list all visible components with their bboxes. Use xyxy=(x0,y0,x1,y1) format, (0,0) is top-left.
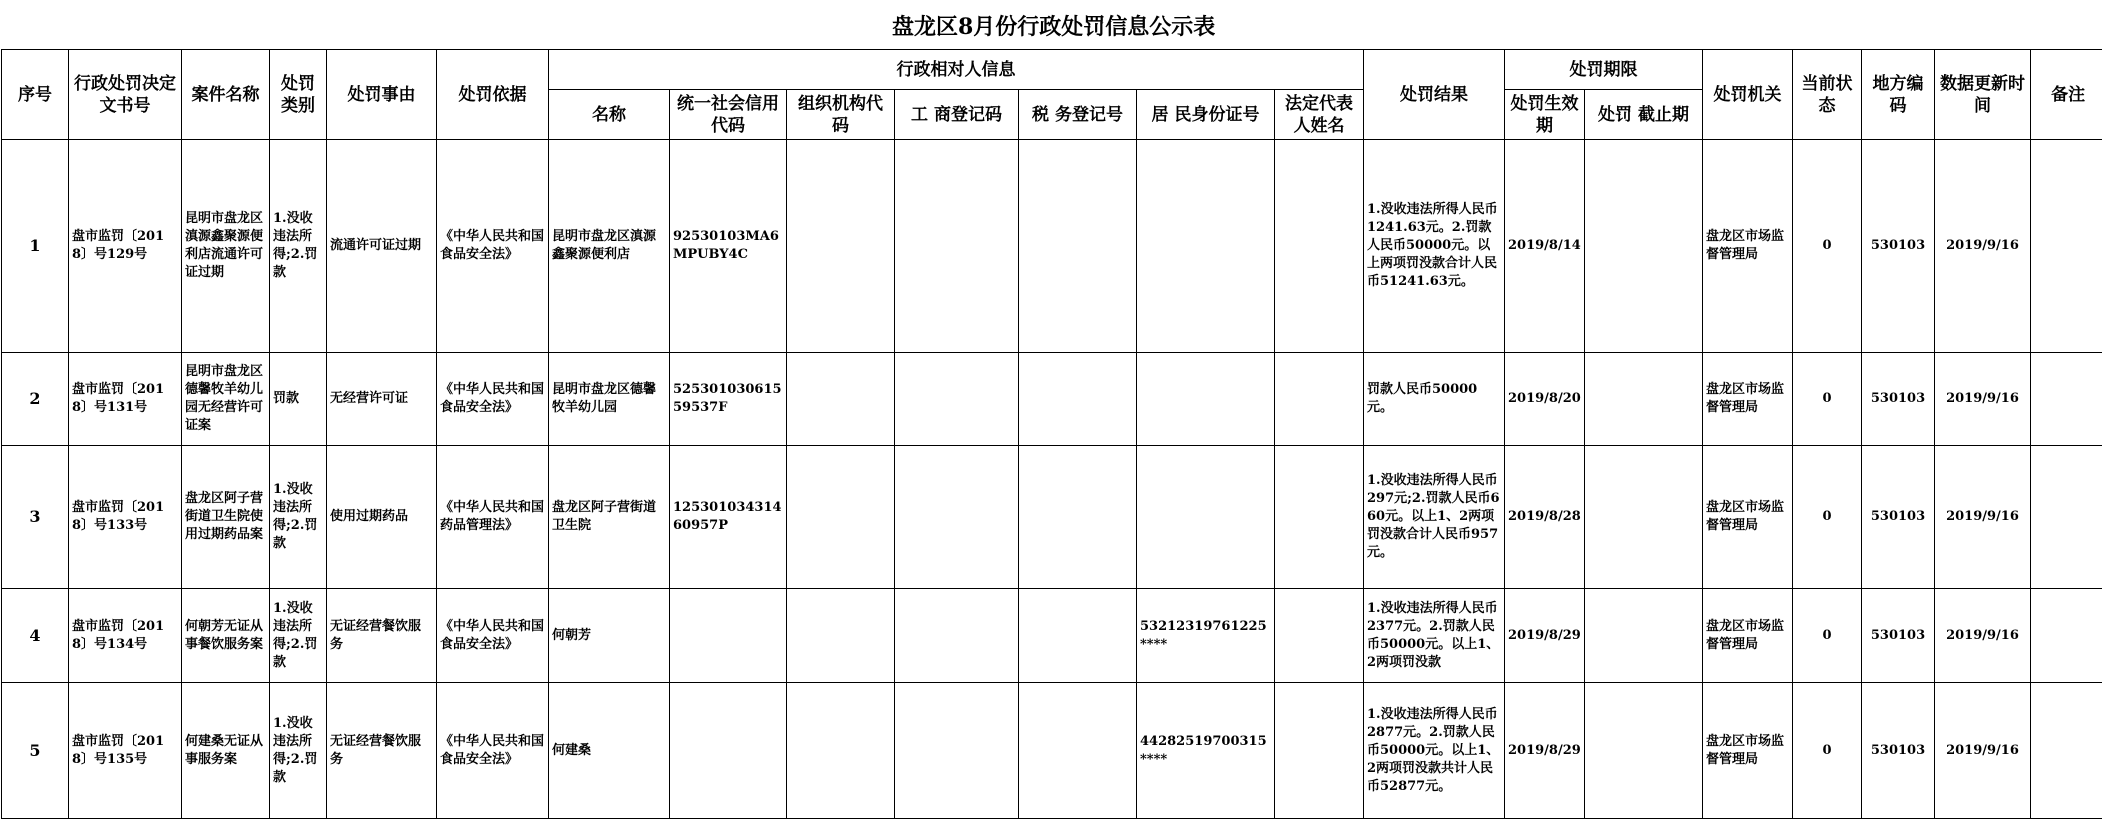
header-updated: 数据更新时间 xyxy=(1935,50,2031,140)
cell-reason: 流通许可证过期 xyxy=(327,140,437,353)
header-seq: 序号 xyxy=(2,50,69,140)
cell-region-code: 530103 xyxy=(1862,683,1935,819)
header-org-code: 组织机构代 码 xyxy=(787,90,895,140)
cell-status: 0 xyxy=(1793,589,1862,683)
cell-region-code: 530103 xyxy=(1862,353,1935,446)
cell-org-code xyxy=(787,140,895,353)
header-legal-rep: 法定代表人姓名 xyxy=(1275,90,1364,140)
cell-penalty-type: 1.没收违法所得;2.罚款 xyxy=(270,589,327,683)
cell-biz-reg xyxy=(895,683,1019,819)
header-reason: 处罚事由 xyxy=(327,50,437,140)
cell-party-name: 何朝芳 xyxy=(549,589,670,683)
cell-credit-code: 12530103431460957P xyxy=(670,446,787,589)
cell-org-code xyxy=(787,353,895,446)
header-effective: 处罚生效期 xyxy=(1505,90,1585,140)
cell-deadline xyxy=(1585,446,1703,589)
cell-authority: 盘龙区市场监督管理局 xyxy=(1703,446,1793,589)
header-case-name: 案件名称 xyxy=(182,50,270,140)
cell-status: 0 xyxy=(1793,683,1862,819)
cell-basis: 《中华人民共和国药品管理法》 xyxy=(437,446,549,589)
cell-legal-rep xyxy=(1275,589,1364,683)
cell-reason: 无证经营餐饮服务 xyxy=(327,589,437,683)
cell-reason: 使用过期药品 xyxy=(327,446,437,589)
cell-status: 0 xyxy=(1793,353,1862,446)
cell-org-code xyxy=(787,589,895,683)
header-authority: 处罚机关 xyxy=(1703,50,1793,140)
cell-status: 0 xyxy=(1793,446,1862,589)
header-period: 处罚期限 xyxy=(1505,50,1703,90)
header-deadline: 处罚 截止期 xyxy=(1585,90,1703,140)
cell-party-name: 昆明市盘龙区德馨牧羊幼儿园 xyxy=(549,353,670,446)
cell-deadline xyxy=(1585,353,1703,446)
cell-legal-rep xyxy=(1275,683,1364,819)
cell-basis: 《中华人民共和国食品安全法》 xyxy=(437,589,549,683)
penalty-table xyxy=(1,1,2102,819)
header-party-name: 名称 xyxy=(549,90,670,140)
cell-remark xyxy=(2031,446,2102,589)
cell-effective: 2019/8/20 xyxy=(1505,353,1585,446)
cell-legal-rep xyxy=(1275,140,1364,353)
cell-basis: 《中华人民共和国食品安全法》 xyxy=(437,140,549,353)
cell-result: 1.没收违法所得人民币1241.63元。2.罚款人民币50000元。以上两项罚没款合计人民币51241.63元。 xyxy=(1364,140,1505,353)
header-biz-reg: 工 商登记码 xyxy=(895,90,1019,140)
header-credit-code: 统一社会信用代码 xyxy=(670,90,787,140)
cell-decision-no: 盘市监罚〔2018〕号135号 xyxy=(69,683,182,819)
cell-basis: 《中华人民共和国食品安全法》 xyxy=(437,353,549,446)
cell-party-name: 盘龙区阿子营街道卫生院 xyxy=(549,446,670,589)
cell-effective: 2019/8/28 xyxy=(1505,446,1585,589)
header-region-code: 地方编码 xyxy=(1862,50,1935,140)
table-row xyxy=(2,353,2102,446)
cell-id-card: 44282519700315**** xyxy=(1137,683,1275,819)
cell-tax-reg xyxy=(1019,683,1137,819)
cell-decision-no: 盘市监罚〔2018〕号129号 xyxy=(69,140,182,353)
table-row xyxy=(2,446,2102,589)
cell-party-name: 何建桑 xyxy=(549,683,670,819)
cell-decision-no: 盘市监罚〔2018〕号134号 xyxy=(69,589,182,683)
cell-legal-rep xyxy=(1275,353,1364,446)
cell-authority: 盘龙区市场监督管理局 xyxy=(1703,140,1793,353)
cell-authority: 盘龙区市场监督管理局 xyxy=(1703,353,1793,446)
cell-seq: 2 xyxy=(2,353,69,446)
cell-remark xyxy=(2031,589,2102,683)
cell-legal-rep xyxy=(1275,446,1364,589)
cell-biz-reg xyxy=(895,140,1019,353)
cell-deadline xyxy=(1585,683,1703,819)
cell-reason: 无经营许可证 xyxy=(327,353,437,446)
cell-penalty-type: 1.没收违法所得;2.罚款 xyxy=(270,683,327,819)
table-row xyxy=(2,589,2102,683)
cell-penalty-type: 1.没收违法所得;2.罚款 xyxy=(270,446,327,589)
cell-penalty-type: 罚款 xyxy=(270,353,327,446)
cell-remark xyxy=(2031,353,2102,446)
cell-seq: 4 xyxy=(2,589,69,683)
cell-reason: 无证经营餐饮服务 xyxy=(327,683,437,819)
cell-deadline xyxy=(1585,589,1703,683)
cell-credit-code: 92530103MA6MPUBY4C xyxy=(670,140,787,353)
cell-org-code xyxy=(787,683,895,819)
cell-id-card xyxy=(1137,140,1275,353)
cell-case-name: 盘龙区阿子营街道卫生院使用过期药品案 xyxy=(182,446,270,589)
cell-id-card xyxy=(1137,446,1275,589)
cell-basis: 《中华人民共和国食品安全法》 xyxy=(437,683,549,819)
cell-authority: 盘龙区市场监督管理局 xyxy=(1703,683,1793,819)
cell-effective: 2019/8/29 xyxy=(1505,589,1585,683)
header-tax-reg: 税 务登记号 xyxy=(1019,90,1137,140)
cell-region-code: 530103 xyxy=(1862,446,1935,589)
cell-case-name: 昆明市盘龙区德馨牧羊幼儿园无经营许可证案 xyxy=(182,353,270,446)
cell-case-name: 何朝芳无证从事餐饮服务案 xyxy=(182,589,270,683)
cell-seq: 1 xyxy=(2,140,69,353)
cell-region-code: 530103 xyxy=(1862,140,1935,353)
cell-biz-reg xyxy=(895,353,1019,446)
cell-tax-reg xyxy=(1019,353,1137,446)
cell-result: 1.没收违法所得人民币2877元。2.罚款人民币50000元。以上1、2两项罚没款共计人民币52877元。 xyxy=(1364,683,1505,819)
cell-credit-code xyxy=(670,589,787,683)
cell-result: 罚款人民币50000元。 xyxy=(1364,353,1505,446)
header-remark: 备注 xyxy=(2031,50,2102,140)
cell-updated: 2019/9/16 xyxy=(1935,589,2031,683)
header-party-info: 行政相对人信息 xyxy=(549,50,1364,90)
cell-region-code: 530103 xyxy=(1862,589,1935,683)
header-status: 当前状态 xyxy=(1793,50,1862,140)
cell-tax-reg xyxy=(1019,446,1137,589)
cell-authority: 盘龙区市场监督管理局 xyxy=(1703,589,1793,683)
cell-updated: 2019/9/16 xyxy=(1935,446,2031,589)
table-body xyxy=(2,140,2102,819)
cell-effective: 2019/8/14 xyxy=(1505,140,1585,353)
cell-id-card: 53212319761225**** xyxy=(1137,589,1275,683)
cell-status: 0 xyxy=(1793,140,1862,353)
cell-updated: 2019/9/16 xyxy=(1935,353,2031,446)
header-decision-no: 行政处罚决定文书号 xyxy=(69,50,182,140)
cell-credit-code: 52530103061559537F xyxy=(670,353,787,446)
cell-tax-reg xyxy=(1019,589,1137,683)
cell-deadline xyxy=(1585,140,1703,353)
cell-effective: 2019/8/29 xyxy=(1505,683,1585,819)
cell-seq: 3 xyxy=(2,446,69,589)
header-result: 处罚结果 xyxy=(1364,50,1505,140)
table-row xyxy=(2,140,2102,353)
cell-updated: 2019/9/16 xyxy=(1935,683,2031,819)
cell-seq: 5 xyxy=(2,683,69,819)
cell-biz-reg xyxy=(895,589,1019,683)
header-penalty-type: 处罚类别 xyxy=(270,50,327,140)
cell-party-name: 昆明市盘龙区滇源鑫聚源便利店 xyxy=(549,140,670,353)
cell-case-name: 昆明市盘龙区滇源鑫聚源便利店流通许可证过期 xyxy=(182,140,270,353)
cell-tax-reg xyxy=(1019,140,1137,353)
cell-updated: 2019/9/16 xyxy=(1935,140,2031,353)
cell-biz-reg xyxy=(895,446,1019,589)
table-row xyxy=(2,683,2102,819)
cell-org-code xyxy=(787,446,895,589)
cell-result: 1.没收违法所得人民币2377元。2.罚款人民币50000元。以上1、2两项罚没款 xyxy=(1364,589,1505,683)
cell-case-name: 何建桑无证从事服务案 xyxy=(182,683,270,819)
cell-credit-code xyxy=(670,683,787,819)
cell-id-card xyxy=(1137,353,1275,446)
cell-result: 1.没收违法所得人民币297元;2.罚款人民币660元。以上1、2两项罚没款合计人民币957元。 xyxy=(1364,446,1505,589)
cell-decision-no: 盘市监罚〔2018〕号131号 xyxy=(69,353,182,446)
page-title: 盘龙区8月份行政处罚信息公示表 xyxy=(2,1,2102,50)
cell-penalty-type: 1.没收违法所得;2.罚款 xyxy=(270,140,327,353)
header-basis: 处罚依据 xyxy=(437,50,549,140)
cell-remark xyxy=(2031,683,2102,819)
header-id-card: 居 民身份证号 xyxy=(1137,90,1275,140)
cell-decision-no: 盘市监罚〔2018〕号133号 xyxy=(69,446,182,589)
cell-remark xyxy=(2031,140,2102,353)
